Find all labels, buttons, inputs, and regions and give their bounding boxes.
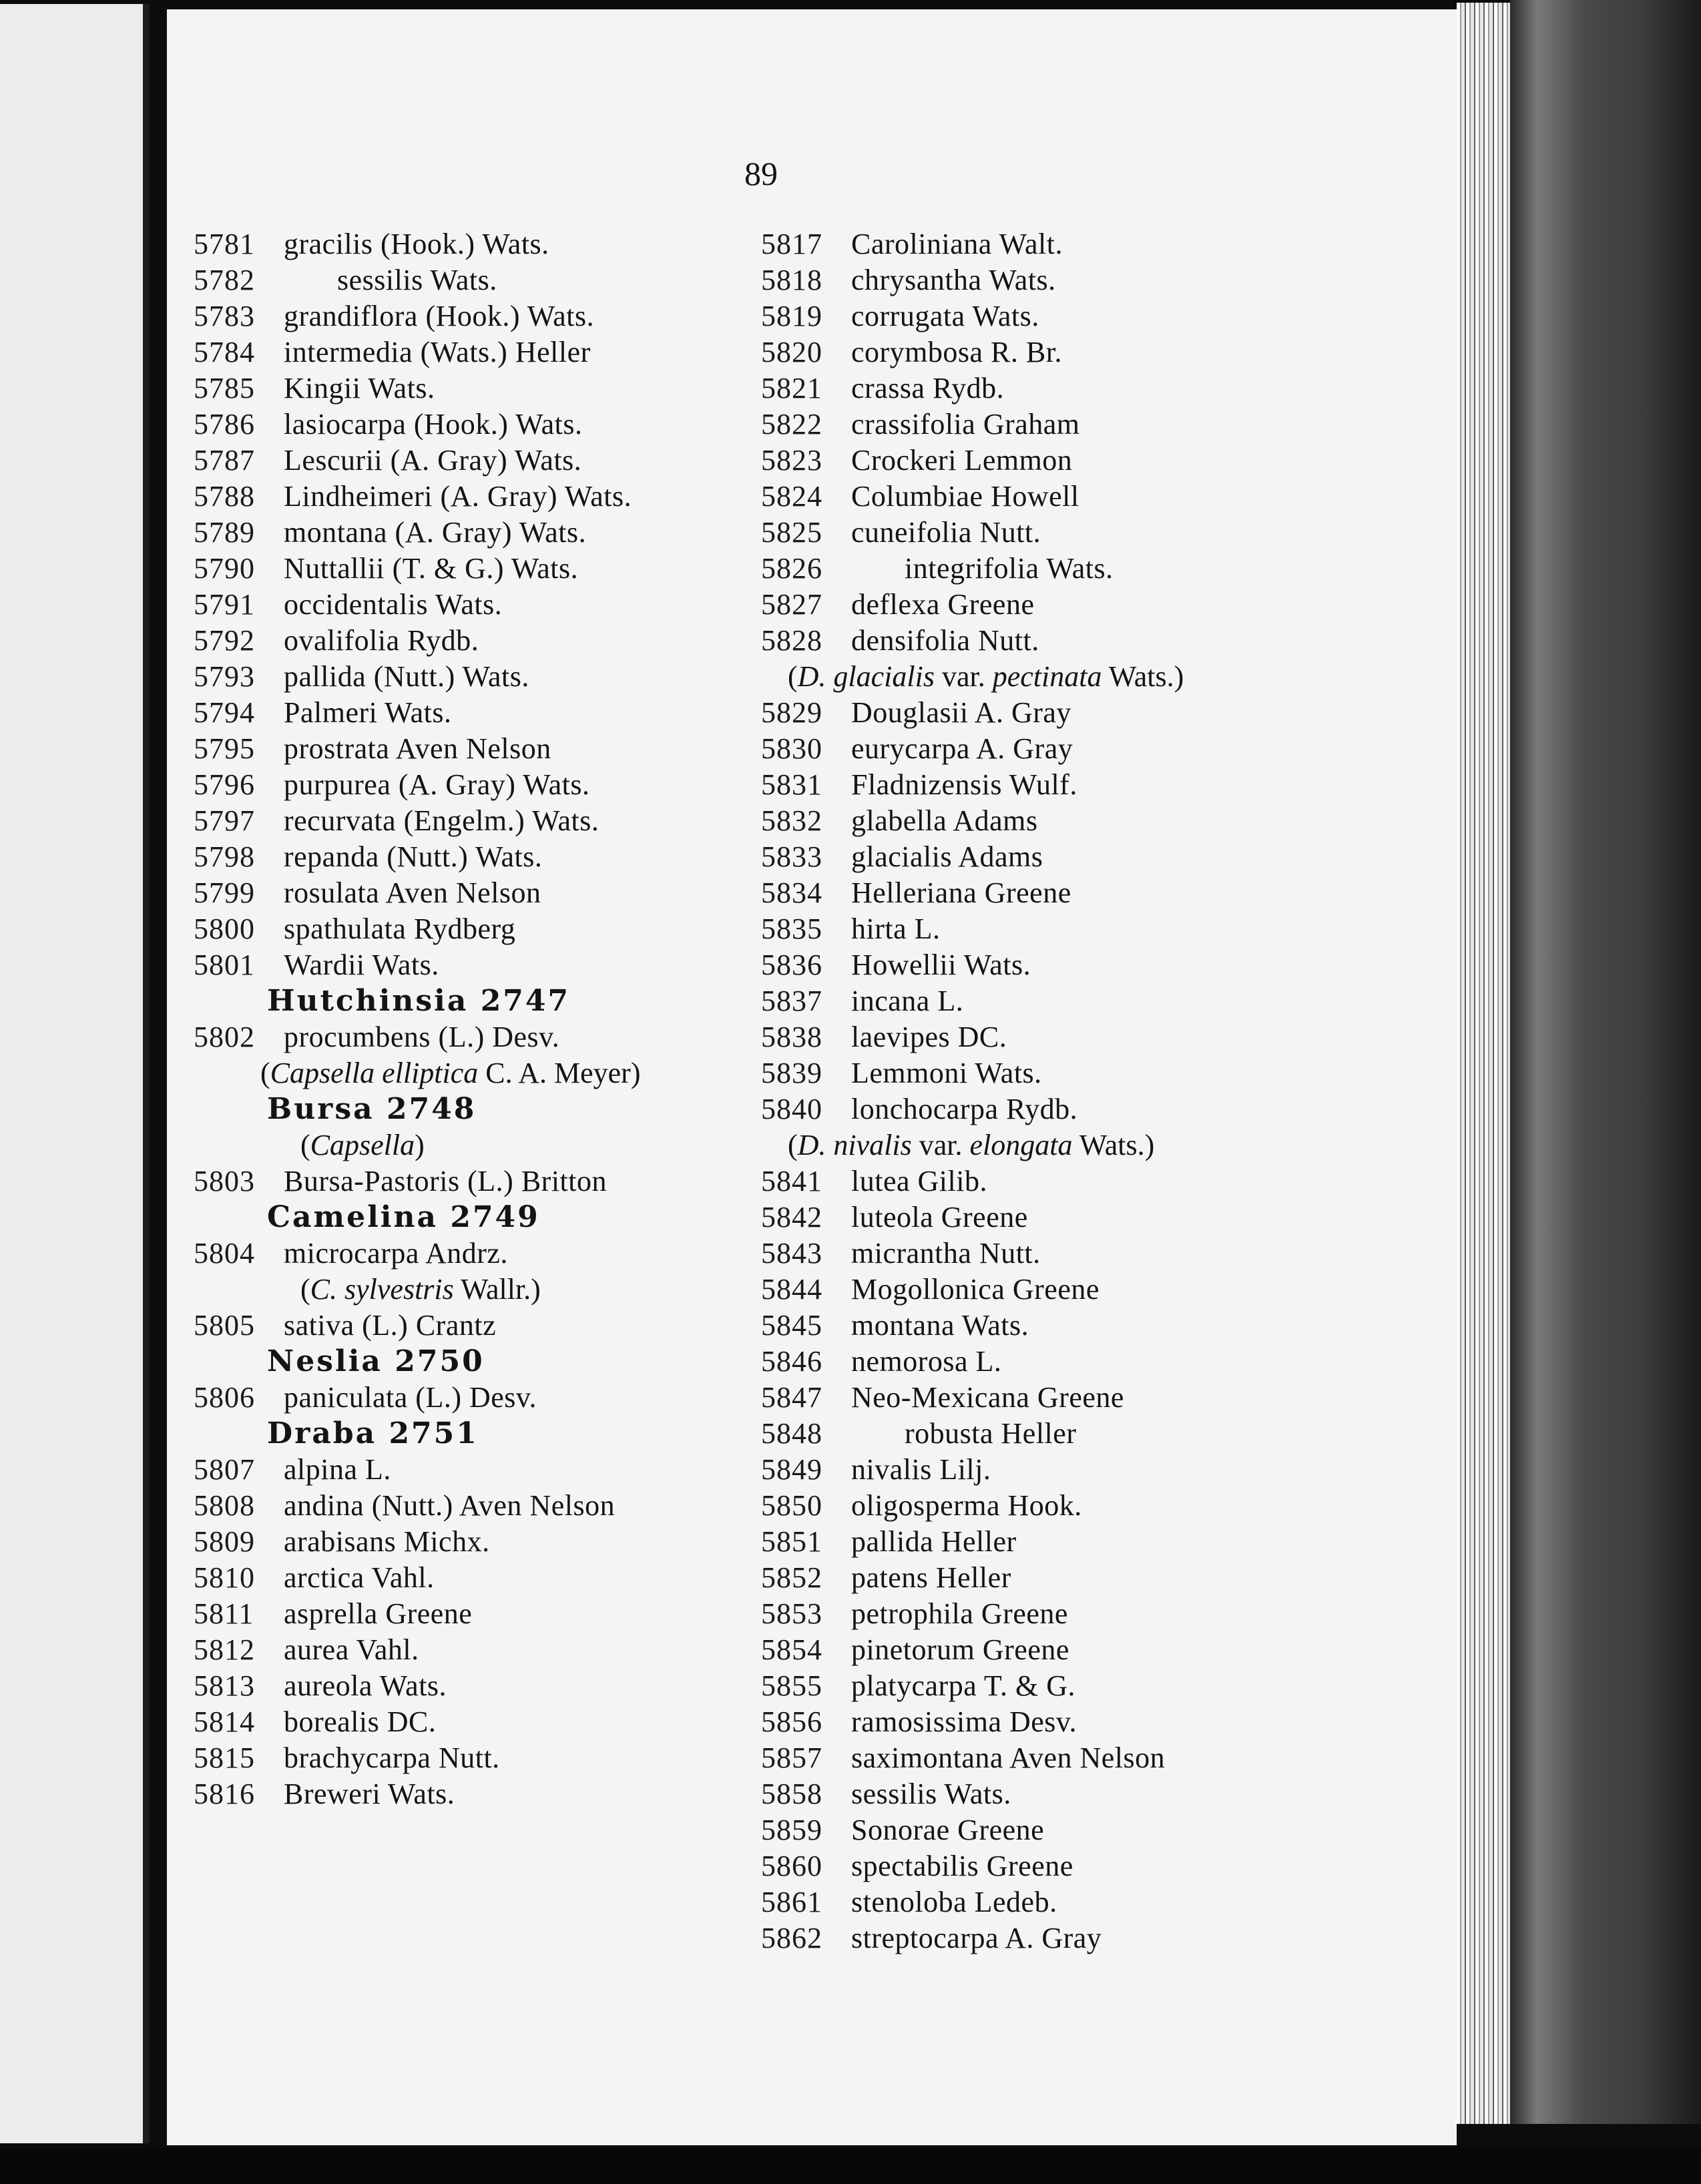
species-name: gracilis (Hook.) Wats. xyxy=(284,228,549,260)
entry-number: 5843 xyxy=(761,1237,822,1270)
species-name: ovalifolia Rydb. xyxy=(284,624,479,657)
entry-number: 5855 xyxy=(761,1669,822,1702)
entry-number: 5803 xyxy=(194,1165,255,1197)
page-number: 89 xyxy=(744,155,778,192)
synonym-italic: pectinata xyxy=(992,660,1102,693)
list-item xyxy=(194,839,761,875)
synonym-text: (C. sylvestris Wallr.) xyxy=(300,1273,541,1306)
entry-number: 5823 xyxy=(761,444,822,477)
list-item xyxy=(194,911,761,947)
entry-number: 5826 xyxy=(761,552,822,585)
species-name: sativa (L.) Crantz xyxy=(284,1309,497,1342)
entry-number: 5822 xyxy=(761,408,822,441)
species-name: saximontana Aven Nelson xyxy=(851,1741,1166,1774)
species-name: Howellii Wats. xyxy=(851,948,1031,981)
entry-number: 5834 xyxy=(761,876,822,909)
list-item xyxy=(194,551,761,587)
entry-number: 5859 xyxy=(761,1814,822,1846)
species-name: spathulata Rydberg xyxy=(284,912,516,945)
species-name: montana (A. Gray) Wats. xyxy=(284,516,587,549)
entry-number: 5789 xyxy=(194,516,255,549)
entry-number: 5851 xyxy=(761,1525,822,1558)
list-item xyxy=(194,1596,761,1632)
entry-number: 5860 xyxy=(761,1850,822,1882)
species-name: patens Heller xyxy=(851,1561,1011,1594)
genus-heading: Bursa 2748 xyxy=(267,1092,477,1126)
species-name: luteola Greene xyxy=(851,1201,1028,1234)
species-name: procumbens (L.) Desv. xyxy=(284,1021,560,1053)
list-item xyxy=(761,947,1429,983)
species-name: crassifolia Graham xyxy=(851,408,1080,441)
species-name: Caroliniana Walt. xyxy=(851,228,1063,260)
species-name: nivalis Lilj. xyxy=(851,1453,991,1486)
species-name: laevipes DC. xyxy=(851,1021,1007,1053)
species-name: aurea Vahl. xyxy=(284,1633,419,1666)
list-item xyxy=(761,1308,1429,1344)
list-item xyxy=(761,1344,1429,1380)
entry-number: 5821 xyxy=(761,372,822,404)
list-item xyxy=(761,226,1429,262)
species-name: Neo-Mexicana Greene xyxy=(851,1381,1124,1414)
entry-number: 5795 xyxy=(194,732,255,765)
list-item xyxy=(761,1524,1429,1560)
entry-number: 5833 xyxy=(761,840,822,873)
species-name: Douglasii A. Gray xyxy=(851,696,1071,729)
list-item xyxy=(761,1560,1429,1596)
species-name: Kingii Wats. xyxy=(284,372,435,404)
entry-number: 5810 xyxy=(194,1561,255,1594)
entry-number: 5786 xyxy=(194,408,255,441)
species-name: pallida (Nutt.) Wats. xyxy=(284,660,529,693)
right-column xyxy=(761,226,1429,1956)
list-item xyxy=(761,587,1429,623)
list-item xyxy=(761,1199,1429,1236)
entry-number: 5853 xyxy=(761,1597,822,1630)
species-name: spectabilis Greene xyxy=(851,1850,1073,1882)
list-item xyxy=(761,406,1429,443)
entry-number: 5812 xyxy=(194,1633,255,1666)
species-name: Breweri Wats. xyxy=(284,1778,455,1810)
entry-number: 5847 xyxy=(761,1381,822,1414)
list-item xyxy=(761,767,1429,803)
list-item xyxy=(194,406,761,443)
species-name: arabisans Michx. xyxy=(284,1525,490,1558)
species-name: densifolia Nutt. xyxy=(851,624,1039,657)
list-item xyxy=(194,443,761,479)
species-name: occidentalis Wats. xyxy=(284,588,503,621)
list-item xyxy=(194,731,761,767)
species-name: corrugata Wats. xyxy=(851,300,1039,332)
entry-number: 5831 xyxy=(761,768,822,801)
list-item xyxy=(194,767,761,803)
list-item xyxy=(194,1740,761,1776)
entry-number: 5845 xyxy=(761,1309,822,1342)
synonym-note xyxy=(761,659,1429,695)
synonym-italic: D. nivalis xyxy=(797,1129,912,1161)
entry-number: 5790 xyxy=(194,552,255,585)
list-item xyxy=(761,1884,1429,1920)
entry-number: 5857 xyxy=(761,1741,822,1774)
species-name: hirta L. xyxy=(851,912,941,945)
species-name: chrysantha Wats. xyxy=(851,264,1056,296)
list-item xyxy=(194,1452,761,1488)
list-item xyxy=(761,1091,1429,1127)
entry-number: 5815 xyxy=(194,1741,255,1774)
species-name: brachycarpa Nutt. xyxy=(284,1741,500,1774)
species-name: nemorosa L. xyxy=(851,1345,1002,1378)
left-page-edge xyxy=(0,4,150,2143)
entry-number: 5829 xyxy=(761,696,822,729)
entry-number: 5814 xyxy=(194,1705,255,1738)
synonym-italic: elongata xyxy=(969,1129,1073,1161)
species-name: Lindheimeri (A. Gray) Wats. xyxy=(284,480,632,513)
species-name: streptocarpa A. Gray xyxy=(851,1922,1102,1954)
species-name: integrifolia Wats. xyxy=(905,552,1114,585)
list-item xyxy=(194,298,761,334)
species-name: repanda (Nutt.) Wats. xyxy=(284,840,543,873)
species-name: stenoloba Ledeb. xyxy=(851,1886,1057,1918)
list-item xyxy=(194,370,761,406)
list-item xyxy=(194,1163,761,1199)
list-item xyxy=(194,587,761,623)
entry-number: 5785 xyxy=(194,372,255,404)
entry-number: 5825 xyxy=(761,516,822,549)
species-name: recurvata (Engelm.) Wats. xyxy=(284,804,599,837)
entry-number: 5799 xyxy=(194,876,255,909)
list-item xyxy=(761,1776,1429,1812)
synonym-italic: Capsella xyxy=(310,1129,415,1161)
entry-number: 5800 xyxy=(194,912,255,945)
synonym-note xyxy=(194,1127,761,1163)
entry-number: 5784 xyxy=(194,336,255,368)
species-name: corymbosa R. Br. xyxy=(851,336,1062,368)
entry-number: 5791 xyxy=(194,588,255,621)
list-item xyxy=(761,1380,1429,1416)
book-cover-edge xyxy=(1510,0,1701,2124)
species-name: Columbiae Howell xyxy=(851,480,1079,513)
species-name: Lescurii (A. Gray) Wats. xyxy=(284,444,582,477)
entry-number: 5798 xyxy=(194,840,255,873)
scan-background xyxy=(0,2148,1701,2184)
species-name: grandiflora (Hook.) Wats. xyxy=(284,300,595,332)
list-item xyxy=(761,875,1429,911)
species-name: lonchocarpa Rydb. xyxy=(851,1093,1078,1125)
list-item xyxy=(761,1704,1429,1740)
list-item xyxy=(761,1416,1429,1452)
list-item xyxy=(194,226,761,262)
species-name: paniculata (L.) Desv. xyxy=(284,1381,537,1414)
entry-number: 5816 xyxy=(194,1778,255,1810)
entry-number: 5824 xyxy=(761,480,822,513)
synonym-text: (Capsella elliptica C. A. Meyer) xyxy=(260,1057,641,1089)
species-name: ramosissima Desv. xyxy=(851,1705,1077,1738)
entry-number: 5811 xyxy=(194,1597,254,1630)
list-item xyxy=(194,1380,761,1416)
list-item xyxy=(761,911,1429,947)
list-item xyxy=(761,262,1429,298)
list-item xyxy=(194,623,761,659)
list-item xyxy=(761,1920,1429,1956)
list-item xyxy=(761,334,1429,370)
species-name: crassa Rydb. xyxy=(851,372,1005,404)
list-item xyxy=(761,839,1429,875)
entry-number: 5862 xyxy=(761,1922,822,1954)
genus-heading: Neslia 2750 xyxy=(267,1344,485,1378)
entry-number: 5818 xyxy=(761,264,822,296)
entry-number: 5840 xyxy=(761,1093,822,1125)
list-item xyxy=(194,1488,761,1524)
species-name: microcarpa Andrz. xyxy=(284,1237,508,1270)
entry-number: 5782 xyxy=(194,264,255,296)
species-name: purpurea (A. Gray) Wats. xyxy=(284,768,590,801)
list-item xyxy=(761,1596,1429,1632)
species-name: intermedia (Wats.) Heller xyxy=(284,336,591,368)
entry-number: 5850 xyxy=(761,1489,822,1522)
entry-number: 5805 xyxy=(194,1309,255,1342)
left-column xyxy=(194,226,761,1812)
entry-number: 5854 xyxy=(761,1633,822,1666)
species-name: aureola Wats. xyxy=(284,1669,447,1702)
entry-number: 5827 xyxy=(761,588,822,621)
list-item xyxy=(761,298,1429,334)
entry-number: 5788 xyxy=(194,480,255,513)
list-item xyxy=(194,1632,761,1668)
list-item xyxy=(194,803,761,839)
synonym-text: (D. nivalis var. elongata Wats.) xyxy=(788,1129,1155,1161)
entry-number: 5858 xyxy=(761,1778,822,1810)
entry-number: 5838 xyxy=(761,1021,822,1053)
entry-number: 5841 xyxy=(761,1165,822,1197)
entry-number: 5792 xyxy=(194,624,255,657)
list-item xyxy=(194,875,761,911)
list-item xyxy=(194,515,761,551)
species-name: sessilis Wats. xyxy=(337,264,497,296)
list-item xyxy=(761,1055,1429,1091)
entry-number: 5804 xyxy=(194,1237,255,1270)
entry-number: 5820 xyxy=(761,336,822,368)
list-item xyxy=(761,1488,1429,1524)
species-name: Mogollonica Greene xyxy=(851,1273,1100,1306)
list-item xyxy=(761,1740,1429,1776)
list-item xyxy=(761,479,1429,515)
list-item xyxy=(194,1236,761,1272)
list-item xyxy=(194,479,761,515)
list-item xyxy=(761,731,1429,767)
list-item xyxy=(194,1560,761,1596)
entry-number: 5793 xyxy=(194,660,255,693)
entry-number: 5807 xyxy=(194,1453,255,1486)
species-name: andina (Nutt.) Aven Nelson xyxy=(284,1489,616,1522)
entry-number: 5856 xyxy=(761,1705,822,1738)
entry-number: 5817 xyxy=(761,228,822,260)
species-name: oligosperma Hook. xyxy=(851,1489,1082,1522)
list-item xyxy=(194,659,761,695)
entry-number: 5787 xyxy=(194,444,255,477)
entry-number: 5830 xyxy=(761,732,822,765)
species-name: montana Wats. xyxy=(851,1309,1029,1342)
entry-number: 5848 xyxy=(761,1417,822,1450)
list-item xyxy=(761,1632,1429,1668)
entry-number: 5835 xyxy=(761,912,822,945)
entry-number: 5852 xyxy=(761,1561,822,1594)
species-name: rosulata Aven Nelson xyxy=(284,876,541,909)
species-name: Lemmoni Wats. xyxy=(851,1057,1042,1089)
species-name: petrophila Greene xyxy=(851,1597,1068,1630)
synonym-italic: D. glacialis xyxy=(797,660,935,693)
list-item xyxy=(761,370,1429,406)
list-item xyxy=(761,1668,1429,1704)
synonym-note xyxy=(194,1272,761,1308)
species-name: borealis DC. xyxy=(284,1705,437,1738)
list-item xyxy=(194,947,761,983)
list-item xyxy=(761,551,1429,587)
species-name: alpina L. xyxy=(284,1453,391,1486)
list-item xyxy=(761,1236,1429,1272)
list-item xyxy=(761,695,1429,731)
genus-heading: Draba 2751 xyxy=(267,1416,479,1450)
species-name: Wardii Wats. xyxy=(284,948,439,981)
species-name: deflexa Greene xyxy=(851,588,1035,621)
entry-number: 5861 xyxy=(761,1886,822,1918)
list-item xyxy=(761,1163,1429,1199)
synonym-italic: Capsella elliptica xyxy=(270,1057,479,1089)
species-name: Sonorae Greene xyxy=(851,1814,1045,1846)
synonym-note xyxy=(194,1055,761,1091)
entry-number: 5842 xyxy=(761,1201,822,1234)
entry-number: 5846 xyxy=(761,1345,822,1378)
entry-number: 5813 xyxy=(194,1669,255,1702)
list-item xyxy=(761,1848,1429,1884)
synonym-italic: C. sylvestris xyxy=(310,1273,454,1306)
entry-number: 5839 xyxy=(761,1057,822,1089)
entry-number: 5849 xyxy=(761,1453,822,1486)
entry-number: 5808 xyxy=(194,1489,255,1522)
page-stack-edge xyxy=(1457,3,1510,2124)
species-name: micrantha Nutt. xyxy=(851,1237,1041,1270)
genus-heading: Camelina 2749 xyxy=(267,1200,540,1234)
list-item xyxy=(194,695,761,731)
list-item xyxy=(761,443,1429,479)
list-item xyxy=(761,1019,1429,1055)
list-item xyxy=(194,334,761,370)
species-name: Bursa-Pastoris (L.) Britton xyxy=(284,1165,608,1197)
list-item xyxy=(761,623,1429,659)
species-name: incana L. xyxy=(851,985,964,1017)
synonym-text: (D. glacialis var. pectinata Wats.) xyxy=(788,660,1184,693)
species-name: pallida Heller xyxy=(851,1525,1017,1558)
species-name: pinetorum Greene xyxy=(851,1633,1069,1666)
species-name: prostrata Aven Nelson xyxy=(284,732,551,765)
entry-number: 5844 xyxy=(761,1273,822,1306)
species-name: platycarpa T. & G. xyxy=(851,1669,1076,1702)
entry-number: 5809 xyxy=(194,1525,255,1558)
entry-number: 5781 xyxy=(194,228,255,260)
species-name: Palmeri Wats. xyxy=(284,696,452,729)
entry-number: 5797 xyxy=(194,804,255,837)
species-name: Fladnizensis Wulf. xyxy=(851,768,1077,801)
species-name: Crockeri Lemmon xyxy=(851,444,1073,477)
species-name: Nuttallii (T. & G.) Wats. xyxy=(284,552,579,585)
synonym-text: (Capsella) xyxy=(300,1129,425,1161)
list-item xyxy=(761,983,1429,1019)
entry-number: 5794 xyxy=(194,696,255,729)
entry-number: 5806 xyxy=(194,1381,255,1414)
list-item xyxy=(761,515,1429,551)
list-item xyxy=(761,1272,1429,1308)
list-item xyxy=(194,1668,761,1704)
species-name: eurycarpa A. Gray xyxy=(851,732,1073,765)
species-name: arctica Vahl. xyxy=(284,1561,435,1594)
species-name: glacialis Adams xyxy=(851,840,1043,873)
species-name: lasiocarpa (Hook.) Wats. xyxy=(284,408,583,441)
list-item xyxy=(761,1452,1429,1488)
list-item xyxy=(194,1524,761,1560)
list-item xyxy=(194,1776,761,1812)
entry-number: 5796 xyxy=(194,768,255,801)
species-name: robusta Heller xyxy=(905,1417,1077,1450)
species-name: glabella Adams xyxy=(851,804,1038,837)
list-item xyxy=(194,262,761,298)
species-name: sessilis Wats. xyxy=(851,1778,1011,1810)
entry-number: 5837 xyxy=(761,985,822,1017)
species-name: cuneifolia Nutt. xyxy=(851,516,1041,549)
list-item xyxy=(194,1019,761,1055)
entry-number: 5801 xyxy=(194,948,255,981)
genus-heading: Hutchinsia 2747 xyxy=(267,984,571,1018)
entry-number: 5819 xyxy=(761,300,822,332)
synonym-note xyxy=(761,1127,1429,1163)
list-item xyxy=(761,803,1429,839)
entry-number: 5828 xyxy=(761,624,822,657)
species-name: asprella Greene xyxy=(284,1597,473,1630)
entry-number: 5836 xyxy=(761,948,822,981)
species-name: lutea Gilib. xyxy=(851,1165,987,1197)
entry-number: 5783 xyxy=(194,300,255,332)
list-item xyxy=(194,1704,761,1740)
entry-number: 5802 xyxy=(194,1021,255,1053)
entry-number: 5832 xyxy=(761,804,822,837)
list-item xyxy=(761,1812,1429,1848)
species-name: Helleriana Greene xyxy=(851,876,1071,909)
list-item xyxy=(194,1308,761,1344)
